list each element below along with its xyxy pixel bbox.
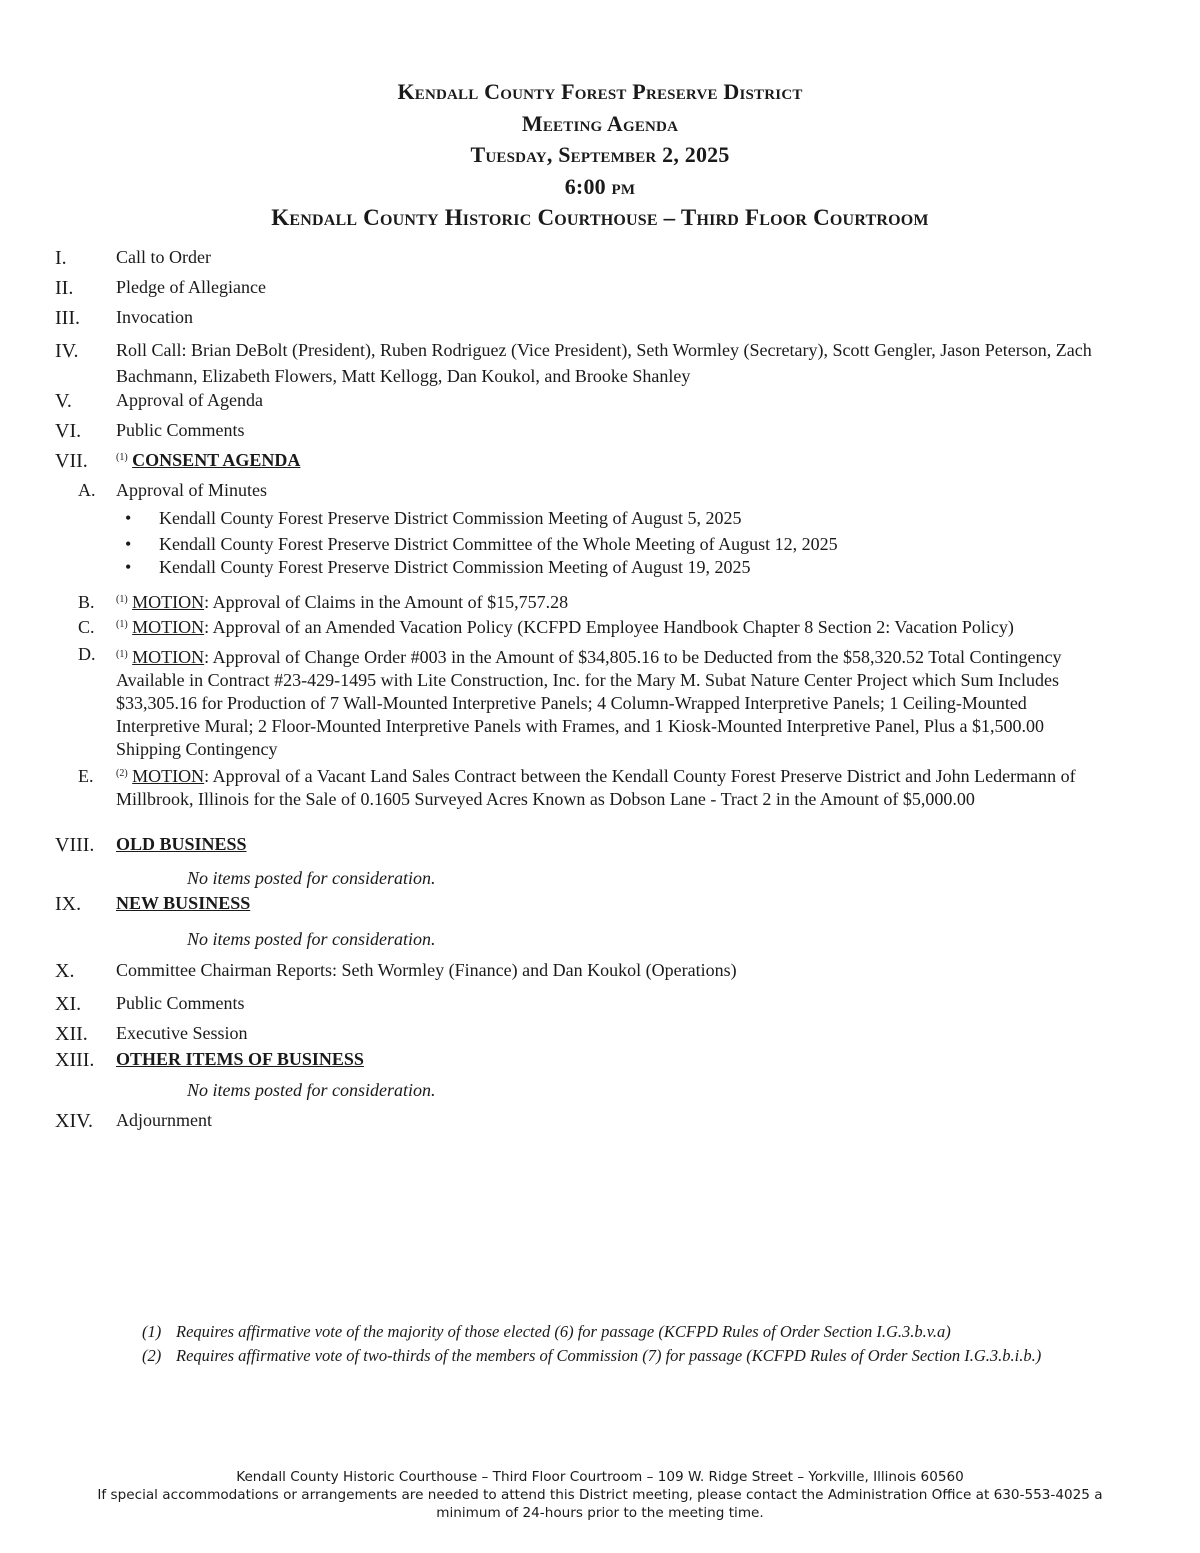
no-items-note: No items posted for consideration. <box>187 929 436 949</box>
item-number: XII. <box>55 1023 88 1045</box>
item-number: VIII. <box>55 834 95 856</box>
item-text: Approval of Minutes <box>116 480 267 500</box>
item-letter: B. <box>78 592 95 612</box>
vote-footnote-mark: (2) <box>116 768 128 779</box>
motion-label: MOTION <box>132 592 205 612</box>
meeting-agenda-title: Meeting Agenda <box>521 110 679 136</box>
item-number: IV. <box>55 340 79 362</box>
bullet-text: Kendall County Forest Preserve District Commission Meeting of August 19, 2025 <box>159 557 751 577</box>
bullet-text: Kendall County Forest Preserve District Commission Meeting of August 5, 2025 <box>159 508 742 528</box>
note-mark: (1) <box>142 1322 162 1341</box>
bullet-text: Kendall County Forest Preserve District Committee of the Whole Meeting of August 12, 2025 <box>159 534 838 554</box>
motion-text: : Approval of a Vacant Land Sales Contract between the Kendall County Forest Preserve District and John Ledermann of Millbrook, Illinois for the Sale of 0.1605 Surveyed Acres Known as Dobson Lane - Tract 2 in the Amount of $5,000.00 <box>116 766 1076 809</box>
item-number: V. <box>55 390 72 412</box>
meeting-location: Kendall County Historic Courthouse – Third Floor Courtroom <box>271 205 929 230</box>
item-text: Call to Order <box>116 247 211 267</box>
bullet-icon: • <box>125 557 132 577</box>
item-text: Executive Session <box>116 1023 248 1043</box>
item-number: VI. <box>55 420 82 442</box>
item-text: Public Comments <box>116 993 245 1013</box>
motion-label: MOTION <box>132 766 205 786</box>
no-items-note: No items posted for consideration. <box>187 868 436 888</box>
item-letter: D. <box>78 644 96 664</box>
footer-address: Kendall County Historic Courthouse – Third Floor Courtroom – 109 W. Ridge Street – Yorkville, Illinois 60560 <box>236 1469 964 1485</box>
vote-footnote-mark: (1) <box>116 649 128 660</box>
item-text: Committee Chairman Reports: Seth Wormley (Finance) and Dan Koukol (Operations) <box>116 960 737 980</box>
district-title: Kendall County Forest Preserve District <box>397 79 803 104</box>
note-text: Requires affirmative vote of the majority of those elected (6) for passage (KCFPD Rules of Order Section I.G.3.b.v.a) <box>176 1322 951 1341</box>
item-text: Invocation <box>116 307 193 327</box>
note-text: Requires affirmative vote of two-thirds of the members of Commission (7) for passage (KCFPD Rules of Order Section I.G.3.b.i.b.) <box>176 1346 1042 1365</box>
item-text: Pledge of Allegiance <box>116 277 266 297</box>
vote-note <box>142 1344 1041 1368</box>
section-heading: CONSENT AGENDA <box>132 450 301 470</box>
vote-footnote-mark: (1) <box>116 452 128 463</box>
vote-footnote-mark: (1) <box>116 619 128 630</box>
page-footer <box>0 1468 1200 1522</box>
item-letter: A. <box>78 480 96 500</box>
meeting-time: 6:00 pm <box>564 173 636 199</box>
item-number: XIII. <box>55 1049 95 1071</box>
no-items-note: No items posted for consideration. <box>187 1080 436 1100</box>
section-heading: OTHER ITEMS OF BUSINESS <box>116 1049 364 1069</box>
item-number: XIV. <box>55 1110 93 1132</box>
item-text: Roll Call: Brian DeBolt (President), Ruben Rodriguez (Vice President), Seth Wormley (Secretary), Scott Gengler, Jason Peterson, Zach Bachmann, Elizabeth Flowers, Matt Kellogg, Dan Koukol, and Brooke Shanley <box>116 340 1092 386</box>
item-letter: E. <box>78 766 94 786</box>
item-number: I. <box>55 247 67 269</box>
agenda-header <box>0 76 1200 234</box>
meeting-date: Tuesday, September 2, 2025 <box>470 142 730 167</box>
motion-text: : Approval of an Amended Vacation Policy (KCFPD Employee Handbook Chapter 8 Section 2: Vacation Policy) <box>204 617 1014 637</box>
vote-footnote-mark: (1) <box>116 594 128 605</box>
motion-text: : Approval of Claims in the Amount of $15,757.28 <box>204 592 569 612</box>
motion-label: MOTION <box>132 647 205 667</box>
motion-text: : Approval of Change Order #003 in the Amount of $34,805.16 to be Deducted from the $58,320.52 Total Contingency Available in Contract #23-429-1495 with Lite Construction, Inc. for the Mary M. Subat Nature Center Project which Sum Includes $33,305.16 for Production of 7 Wall-Mounted Interpretive Panels; 4 Column-Wrapped Interpretive Panels; 1 Ceiling-Mounted Interpretive Mural; 2 Floor-Mounted Interpretive Panels with Frames, and 1 Kiosk-Mounted Interpretive Panel, Plus a $1,500.00 Shipping Contingency <box>116 647 1062 759</box>
section-heading: OLD BUSINESS <box>116 834 247 854</box>
item-number: VII. <box>55 450 88 472</box>
item-number: X. <box>55 960 75 982</box>
note-mark: (2) <box>142 1346 162 1365</box>
footer-accommodations: If special accommodations or arrangements are needed to attend this District meeting, please contact the Administration Office at 630-553-4025 a <box>97 1487 1103 1503</box>
bullet-icon: • <box>125 508 132 528</box>
item-number: IX. <box>55 893 82 915</box>
bullet-icon: • <box>125 534 132 554</box>
motion-label: MOTION <box>132 617 205 637</box>
footer-accommodations-cont: minimum of 24-hours prior to the meeting time. <box>436 1505 764 1521</box>
item-number: III. <box>55 307 80 329</box>
section-heading: NEW BUSINESS <box>116 893 251 913</box>
item-text: Adjournment <box>116 1110 212 1130</box>
item-text: Approval of Agenda <box>116 390 263 410</box>
vote-note <box>142 1320 1041 1344</box>
item-letter: C. <box>78 617 95 637</box>
item-number: II. <box>55 277 74 299</box>
item-text: Public Comments <box>116 420 245 440</box>
item-number: XI. <box>55 993 82 1015</box>
vote-requirement-notes <box>142 1320 1041 1368</box>
